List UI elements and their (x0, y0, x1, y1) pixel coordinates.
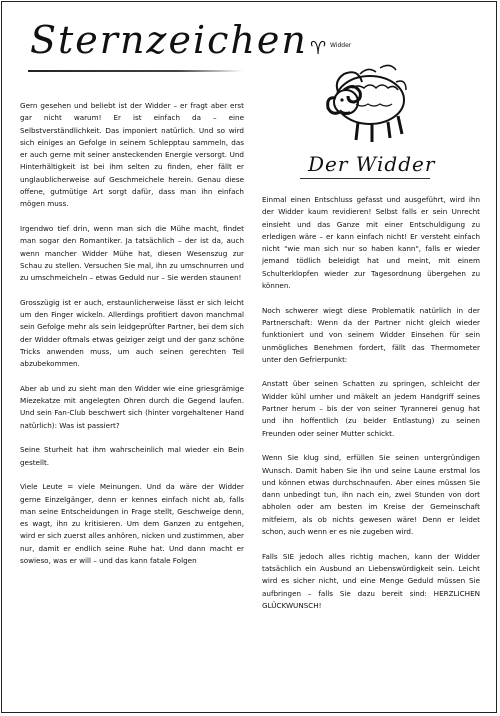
section-subtitle: Der Widder (308, 152, 436, 176)
right-column (262, 194, 480, 624)
glyph-label: Widder (330, 42, 352, 49)
paragraph: Anstatt über seinen Schatten zu springen, schleicht der Widder kühl umher und mäkelt an jedem Handgriff seines Partner herum – bis der von seiner Tyrannerei genug hat und ihn hoffentlich (zu beider Entlastung) zu seinen Freunden oder seiner Mutter schickt. (262, 379, 480, 438)
paragraph: Falls SIE jedoch alles richtig machen, kann der Widder tatsächlich ein Ausbund an Liebenswürdigkeit sein. Leicht wird es sicher nicht, und eine Menge Geduld müssen Sie aufbringen – falls Sie dazu bereit sind: HERZLICHEN GLÜCKWUNSCH! (262, 551, 480, 610)
left-column (20, 100, 244, 580)
paragraph: Grosszügig ist er auch, erstaunlicherweise lässt er sich leicht um den Finger wickeln. Allerdings profitiert davon manchmal sein Gefolge mehr als sein leidgeprüfter Partner, bei dem sich der Widder oftmals etwas geiziger zeigt und der ganz schöne Tricks anwenden muss, um auch seinen gerechten Teil abzubekommen. (20, 297, 244, 369)
ram-illustration-icon (300, 38, 412, 150)
paragraph: Gern gesehen und beliebt ist der Widder – er fragt aber erst gar nicht warum! Er ist einfach da – eine Selbstverständlichkeit. Das imponiert natürlich. Und so wird sich einiges an Gefolge in seinem Schlepptau sammeln, das er auch gerne mit seiner ansteckenden Energie versorgt. Und Hinterhältigkeit ist bei ihm selten zu finden, eher fällt er unglaublicherweise auf Geschmeichele herein. Genau diese offene, gutmütige Art sorgt dafür, dass man ihn einfach mögen muss. (20, 101, 244, 209)
paragraph: Viele Leute = viele Meinungen. Und da wäre der Widder gerne Einzelgänger, denn er kennes einfach nicht ab, falls man seine Entscheidungen in Frage stellt, Geschweige denn, es wagt, ihn zu kritisieren. Um dem Ganzen zu entgehen, wird er sich zuerst alles anhören, nicken und zustimmen, aber nur, damit er endlich seine Ruhe hat. Und dann macht er sowieso, was er will – und das kann fatale Folgen (20, 482, 244, 565)
title-underline (28, 70, 243, 72)
paragraph: Wenn Sie klug sind, erfüllen Sie seinen untergründigen Wunsch. Damit haben Sie ihn und seine Laune erstmal los und können etwas durchschnaufen. Aber eines müssen Sie dann unbedingt tun, ihn nach ein, zwei Stunden von dort abholen oder am besten im Kreise der Gemeinschaft mitfeiern, als ob nichts gewesen wäre! Denn er leidet schon, auch wenn er es nie zugeben wird. (262, 453, 480, 537)
subtitle-underline (300, 178, 430, 179)
aries-icon: ♈ (310, 38, 327, 59)
paragraph: Seine Sturheit hat ihm wahrscheinlich mal wieder ein Bein gestellt. (20, 445, 244, 467)
page-title: Sternzeichen (30, 18, 308, 62)
paragraph: Aber ab und zu sieht man den Widder wie eine griesgrämige Miezekatze mit angelegten Ohren durch die Gegend laufen. Und sein Fan-Club beschwert sich (hinter vorgehaltener Hand natürlich): Was ist passiert? (20, 383, 244, 430)
paragraph: Irgendwo tief drin, wenn man sich die Mühe macht, findet man sogar den Romantiker. Ja tatsächlich – der ist da, auch wenn mancher Widder Mühe hat, diesen Wesenszug zur Schau zu stellen. Versuchen Sie mal, ihn zu umschnurren und zu umschmeicheln – etwas Geduld nur – Sie werden staunen! (20, 223, 244, 283)
paragraph: Noch schwerer wiegt diese Problematik natürlich in der Partnerschaft: Wenn da der Partner nicht gleich wieder funktioniert und von seinem Widder Einsehen für sein unmögliches Benehmen fordert, fällt das Thermometer unter den Gefrierpunkt: (262, 305, 480, 364)
paragraph: Einmal einen Entschluss gefasst und ausgeführt, wird ihn der Widder kaum revidieren! Selbst falls er sein Unrecht einsieht und das Ganze mit einer Entschuldigung zu erledigen wäre – er kann einfach nicht! Er versteht einfach nicht "wie man sich nur so haben kann", falls er wieder jemand tödlich beleidigt hat und meint, mit einem Schulterklopfen wieder zur Tagesordnung übergehen zu können. (262, 195, 480, 291)
